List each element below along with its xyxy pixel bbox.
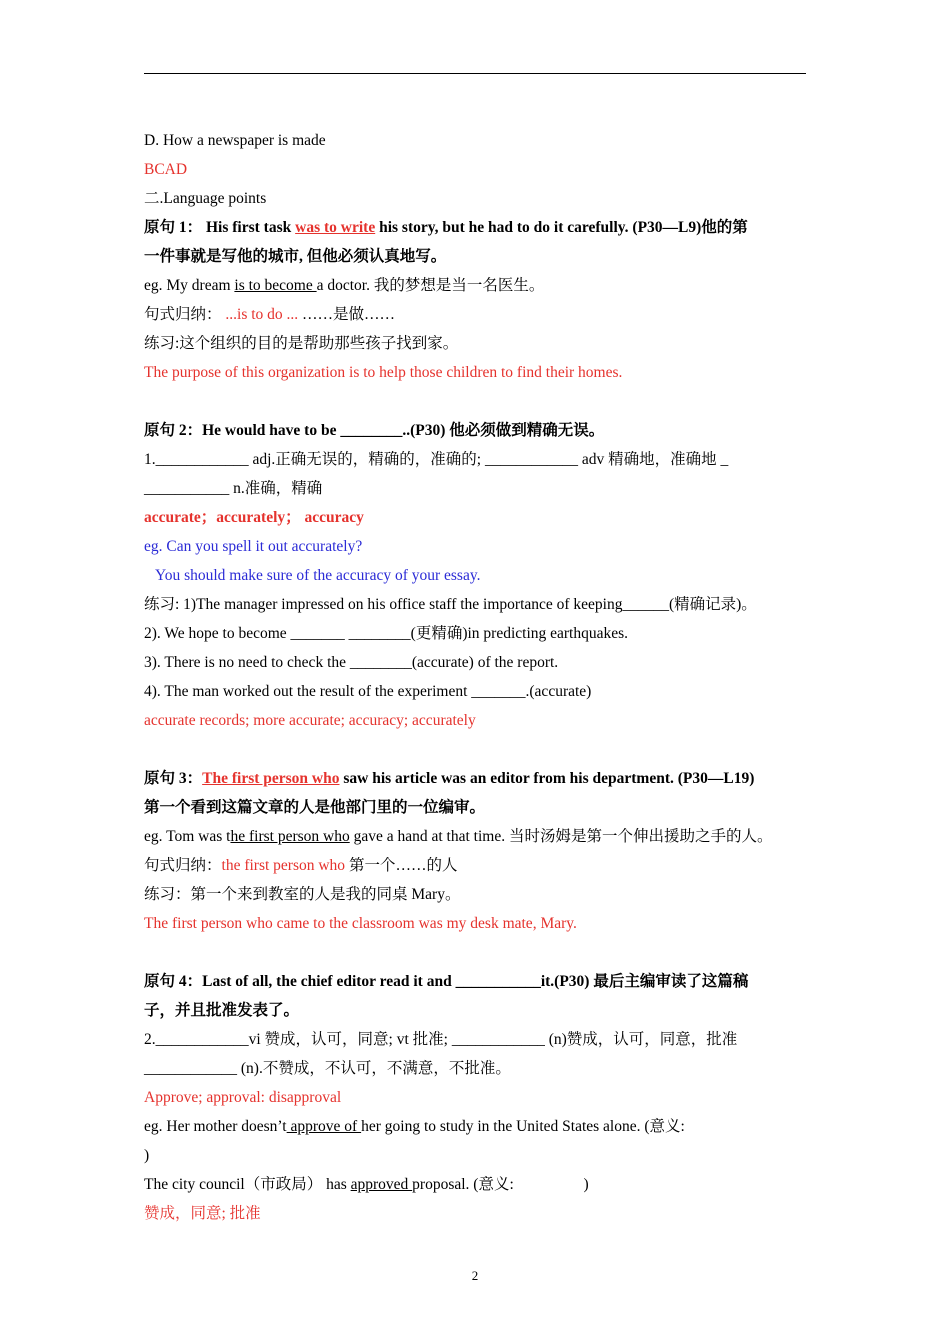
approve-forms-answer: Approve; approval: disapproval [144,1089,342,1106]
sentence-4-translation: 子，并且批准发表了。 [144,1002,300,1019]
practice-1: 练习: 1)The manager impressed on his office staff the importance of keeping______(精确记录)。 [144,596,757,613]
sentence-1-original: 原句 1： His first task was to write his story, but he had to do it carefully. (P30—L9)他的第 [144,219,748,236]
sentence-4-original: 原句 4：Last of all, the chief editor read it and ___________it.(P30) 最后主编审读了这篇稿 [144,973,749,990]
sentence-4-example-1: eg. Her mother doesn’t approve of her going to study in the United States alone. (意义: [144,1118,685,1135]
sentence-3-practice: 练习：第一个来到教室的人是我的同桌 Mary。 [144,886,461,903]
sentence-3-answer: The first person who came to the classroom was my desk mate, Mary. [144,915,577,932]
sentence-3-example: eg. Tom was the first person who gave a hand at that time. 当时汤姆是第一个伸出援助之手的人。 [144,828,773,845]
approve-forms-1: 2.____________vi 赞成，认可，同意; vt 批准; ____________ (n)赞成，认可，同意，批准 [144,1031,738,1048]
sentence-1-answer: The purpose of this organization is to help those children to find their homes. [144,364,623,381]
word-forms-2: ___________ n.准确，精确 [144,480,323,497]
document-body [144,126,808,1228]
option-d: D. How a newspaper is made [144,132,326,149]
sentence-2-original: 原句 2：He would have to be ________..(P30) 他必须做到精确无误。 [144,422,605,439]
word-forms-1: 1.____________ adj.正确无误的，精确的，准确的; ____________ adv 精确地，准确地 _ [144,451,729,468]
answer-key: BCAD [144,161,188,178]
sentence-1-pattern: 句式归纳： ...is to do ... ……是做…… [144,306,396,323]
sentence-4-example-2: The city council（市政局） has approved proposal. (意义: ) [144,1176,589,1193]
practice-answers: accurate records; more accurate; accuracy; accurately [144,712,476,729]
sentence-4-answer: 赞成，同意; 批准 [144,1205,261,1222]
section-heading: 二.Language points [144,190,267,207]
sentence-1-example: eg. My dream is to become a doctor. 我的梦想是当一名医生。 [144,277,545,294]
sentence-4-example-1-end: ) [144,1147,150,1164]
page-number: 2 [471,1268,479,1283]
sentence-1-practice: 练习:这个组织的目的是帮助那些孩子找到家。 [144,335,459,352]
word-forms-answer: accurate；accurately； accuracy [144,509,364,526]
header-rule [144,73,806,74]
sentence-3-translation: 第一个看到这篇文章的人是他部门里的一位编审。 [144,799,486,816]
sentence-1-translation: 一件事就是写他的城市, 但他必须认真地写。 [144,248,447,265]
practice-3: 3). There is no need to check the ________(accurate) of the report. [144,654,559,671]
practice-2: 2). We hope to become _______ ________(更精确)in predicting earthquakes. [144,625,629,642]
sentence-3-pattern: 句式归纳：the first person who 第一个……的人 [144,857,458,874]
sentence-3-original: 原句 3：The first person who saw his article was an editor from his department. (P30—L19) [144,770,755,787]
sentence-2-example-1: eg. Can you spell it out accurately? [144,538,363,555]
practice-4: 4). The man worked out the result of the experiment _______.(accurate) [144,683,592,700]
approve-forms-2: ____________ (n).不赞成，不认可，不满意，不批准。 [144,1060,511,1077]
sentence-2-example-2: You should make sure of the accuracy of your essay. [144,567,481,584]
